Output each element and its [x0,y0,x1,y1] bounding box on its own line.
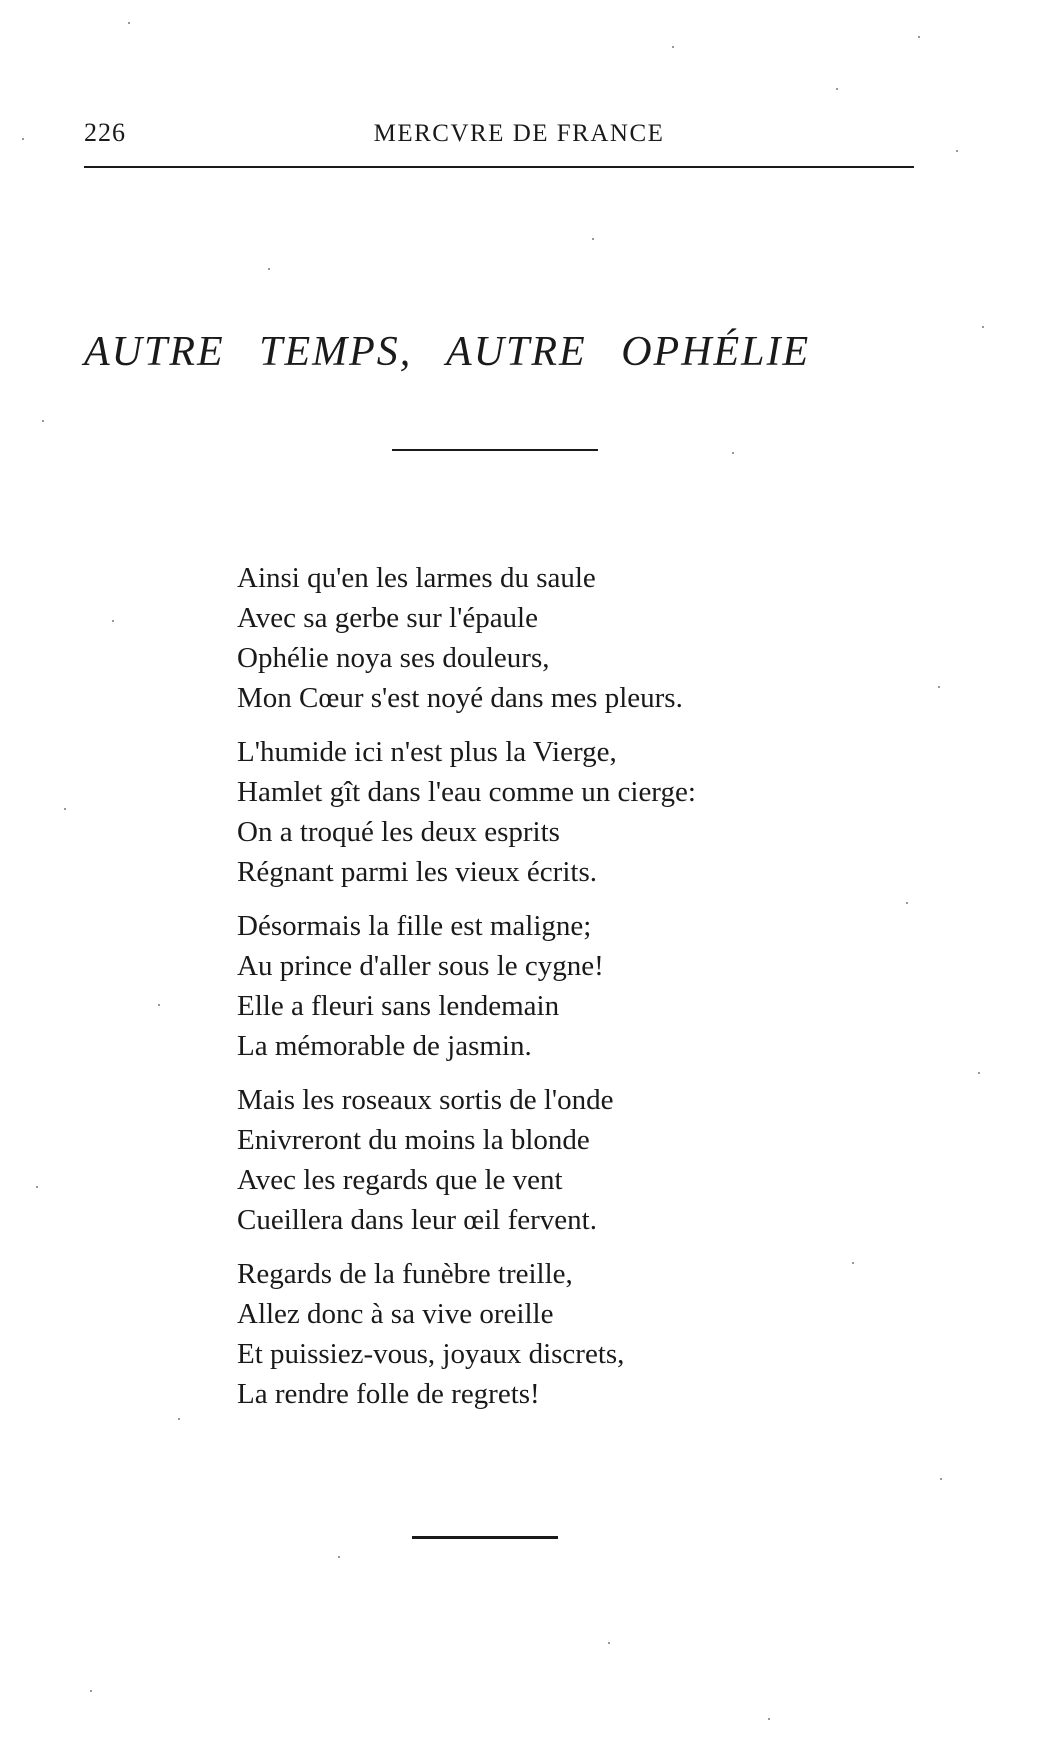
speck [768,1718,770,1720]
speck [906,902,908,904]
verse-line: Mais les roseaux sortis de l'onde [237,1084,614,1116]
verse-line: Mon Cœur s'est noyé dans mes pleurs. [237,682,683,714]
stanza [237,1080,917,1240]
speck [22,138,24,140]
running-head [84,112,914,152]
poem-body [237,558,917,1428]
speck [608,1642,610,1644]
speck [112,620,114,622]
speck [918,36,920,38]
speck [64,808,66,810]
speck [956,150,958,152]
title-rule [392,449,598,451]
verse-line: Enivreront du moins la blonde [237,1124,590,1156]
stanza [237,732,917,892]
verse-line: Elle a fleuri sans lendemain [237,990,560,1022]
speck [90,1690,92,1692]
poem-title: AUTRE TEMPS, AUTRE OPHÉLIE [84,329,811,375]
speck [158,1004,160,1006]
speck [178,1418,180,1420]
header-rule [84,166,914,168]
verse-line: Regards de la funèbre treille, [237,1258,573,1290]
verse-line: Ainsi qu'en les larmes du saule [237,562,596,594]
speck [268,268,270,270]
verse-line: La rendre folle de regrets! [237,1378,540,1410]
speck [592,238,594,240]
stanza [237,906,917,1066]
verse-line: Régnant parmi les vieux écrits. [237,856,597,888]
page-number: 226 [84,118,126,147]
stanza [237,558,917,718]
verse-line: Cueillera dans leur œil fervent. [237,1204,597,1236]
speck [338,1556,340,1558]
verse-line: La mémorable de jasmin. [237,1030,532,1062]
stanza [237,1254,917,1414]
verse-line: Ophélie noya ses douleurs, [237,642,550,674]
speck [978,1072,980,1074]
end-rule [412,1536,558,1539]
speck [982,326,984,328]
verse-line: Avec sa gerbe sur l'épaule [237,602,538,634]
speck [36,1186,38,1188]
speck [42,420,44,422]
verse-line: Allez donc à sa vive oreille [237,1298,554,1330]
speck [672,46,674,48]
verse-line: Hamlet gît dans l'eau comme un cierge: [237,776,696,808]
verse-line: Désormais la fille est maligne; [237,910,592,942]
verse-line: Au prince d'aller sous le cygne! [237,950,604,982]
verse-line: On a troqué les deux esprits [237,816,560,848]
speck [938,686,940,688]
speck [852,1262,854,1264]
speck [732,452,734,454]
verse-line: Avec les regards que le vent [237,1164,563,1196]
journal-title: MERCVRE DE FRANCE [373,120,665,147]
speck [128,22,130,24]
speck [940,1478,942,1480]
verse-line: L'humide ici n'est plus la Vierge, [237,736,617,768]
speck [836,88,838,90]
verse-line: Et puissiez-vous, joyaux discrets, [237,1338,625,1370]
